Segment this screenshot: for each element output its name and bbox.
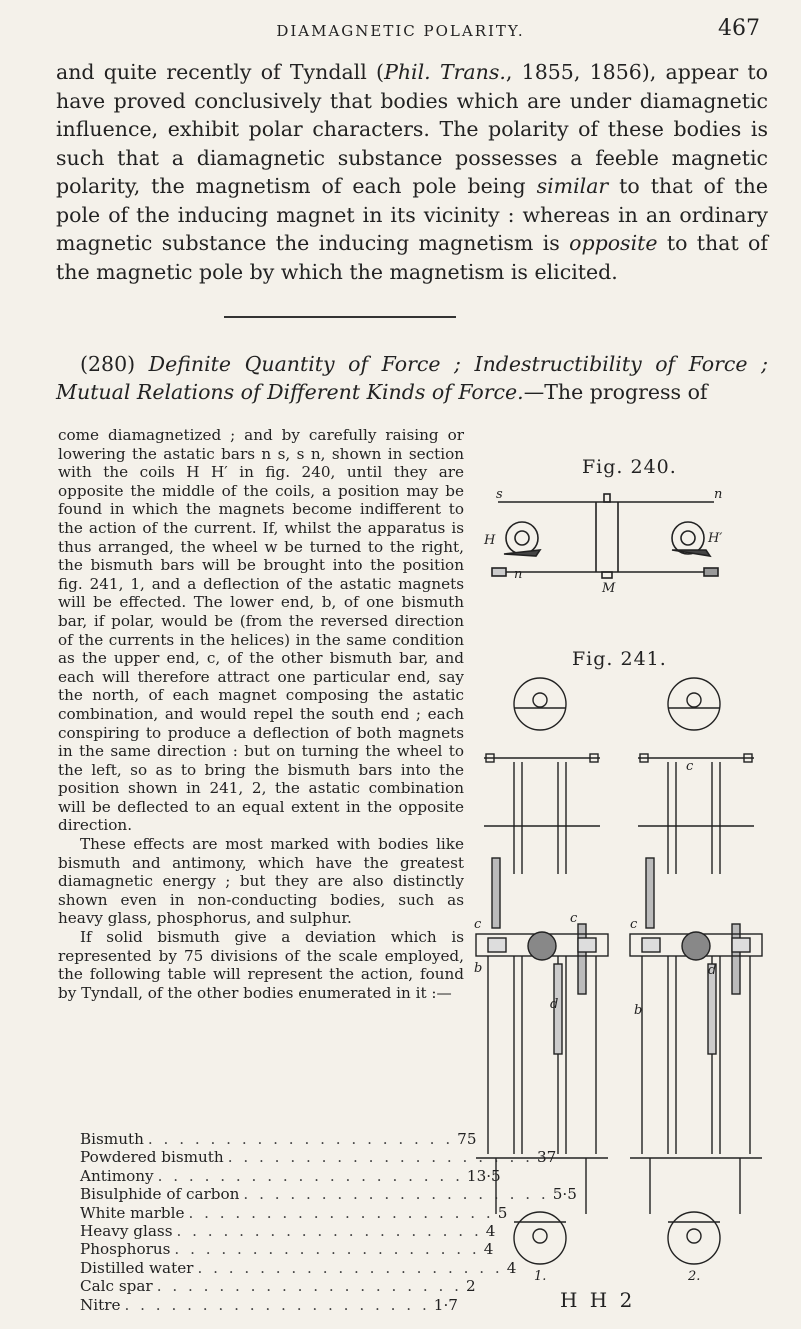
table-row (80, 1130, 477, 1148)
deflection-value: 13·5 (466, 1166, 501, 1185)
fig241-label-a: c (630, 917, 638, 932)
fig241-label-b: b (474, 961, 483, 976)
section-title: Definite Quantity of Force ; Indestructibility of Force ; Mutual Relations of Different Kinds of Force. (56, 352, 768, 404)
deflection-value: 5·5 (552, 1185, 577, 1204)
table-row (80, 1258, 517, 1277)
table-row (80, 1185, 577, 1204)
leader-dots: . . . . . . . . . . . . . . . . . . . . (147, 1130, 454, 1148)
fig241-label-1: 1. (534, 1269, 547, 1284)
table-row (80, 1203, 508, 1222)
leader-dots: . . . . . . . . . . . . . . . . . . . . (197, 1258, 503, 1277)
fig240-label-n-bottom: n (514, 567, 523, 582)
leader-dots: . . . . . . . . . . . . . . . . . . . . (156, 1277, 462, 1296)
fig-240-label: Fig. 240. (582, 456, 677, 478)
fig240-label-s: s (496, 487, 503, 502)
citation: Phil. Trans. (384, 60, 506, 84)
section-heading: (280) Definite Quantity of Force ; Indestructibility of Force ; Mutual Relations of Different Kinds of Force.—The progress of (56, 352, 768, 404)
fig240-label-M: M (602, 581, 616, 596)
substance-name: Antimony (80, 1166, 154, 1185)
section-divider (224, 316, 456, 318)
fig241-label-2: 2. (688, 1269, 701, 1284)
leader-dots: . . . . . . . . . . . . . . . . . . . . (174, 1240, 480, 1259)
intro-paragraph: and quite recently of Tyndall (Phil. Trans., 1855, 1856), appear to have proved conclusively that bodies which are under diamagnetic influence, exhibit polar characters. The polarity of these bodies is such that a diamagnetic substance possesses a feeble magnetic polarity, the magnetism of each pole being similar to that of the pole of the inducing magnet in its vicinity : whereas in an ordinary magnetic substance the inducing magnetism is opposite to that of the magnetic pole by which the magnetism is elicited. (56, 60, 769, 284)
fig241-label-c: c (474, 917, 482, 932)
deflection-value: 75 (457, 1130, 477, 1148)
fig-240-diagram (478, 488, 738, 600)
table-row (80, 1222, 496, 1241)
substance-name: Bismuth (80, 1130, 144, 1148)
body-paragraph: come diamagnetized ; and by carefully raising or lowering the astatic bars n s, s n, shown in section with the coils H H′ in fig. 240, until they are opposite the middle of the coils, a position may be found in which the magnets become indifferent to the action of the current. If, whilst the apparatus is thus arranged, the wheel w be turned to the right, the bismuth bars will be brought into the position fig. 241, 1, and a deflection of the astatic magnets will be effected. The lower end, b, of one bismuth bar, if polar, would be (from the reversed direction of the currents in the helices) in the same condition as the upper end, c, of the other bismuth bar, and each will therefore attract one particular end, say the north, of each magnet composing the astatic combination, and would repel the south end ; each conspiring to produce a deflection of both magnets in the same direction : but on turning the wheel to the left, so as to bring the bismuth bars into the position shown in 241, 2, the astatic combination will be deflected to an equal extent in the opposite direction. (58, 426, 464, 835)
page-number: 467 (718, 16, 760, 41)
substance-name: Powdered bismuth (80, 1148, 224, 1167)
running-title: DIAMAGNETIC POLARITY. (276, 22, 525, 40)
body-column (58, 426, 464, 1002)
fig-241-label: Fig. 241. (572, 648, 667, 670)
fig-241-diagram (470, 674, 770, 1286)
section-number: (280) (80, 352, 136, 376)
deflection-value: 4 (506, 1258, 517, 1277)
table-row (80, 1240, 494, 1259)
substance-name: Nitre (80, 1295, 121, 1314)
substance-name: Bisulphide of carbon (80, 1185, 240, 1204)
substance-name: Calc spar (80, 1277, 153, 1296)
diamagnetic-table (80, 1130, 577, 1314)
deflection-value: 4 (483, 1240, 494, 1259)
leader-dots: . . . . . . . . . . . . . . . . . . . . (157, 1166, 463, 1185)
substance-name: Heavy glass (80, 1222, 173, 1241)
printer-signature: H H 2 (560, 1288, 636, 1312)
deflection-value: 2 (465, 1277, 476, 1296)
substance-name: Phosphorus (80, 1240, 171, 1259)
leader-dots: . . . . . . . . . . . . . . . . . . . . (243, 1185, 549, 1204)
body-paragraph: If solid bismuth give a deviation which is represented by 75 divisions of the scale employed, the following table will represent the action, found by Tyndall, of the other bodies enumerated in it :— (58, 928, 464, 1002)
fig240-label-n-top: n (714, 487, 723, 502)
leader-dots: . . . . . . . . . . . . . . . . . . . . (188, 1203, 494, 1222)
fig241-label-d: d (550, 997, 559, 1012)
fig240-label-H: H (484, 533, 496, 548)
table-row (80, 1148, 557, 1167)
leader-dots: . . . . . . . . . . . . . . . . . . . . (124, 1295, 430, 1314)
deflection-value: 37 (536, 1148, 557, 1167)
fig241-label-c: c (686, 759, 694, 774)
substance-name: Distilled water (80, 1258, 194, 1277)
leader-dots: . . . . . . . . . . . . . . . . . . . . (176, 1222, 482, 1241)
deflection-value: 5 (497, 1203, 508, 1222)
body-paragraph: These effects are most marked with bodies like bismuth and antimony, which have the greatest diamagnetic energy ; but they are also distinctly shown even in non-conducting bodies, such as heavy glass, phosphorus, and sulphur. (58, 835, 464, 928)
deflection-value: 4 (485, 1222, 496, 1241)
deflection-value: 1·7 (433, 1295, 458, 1314)
table-row (80, 1166, 501, 1185)
fig240-label-H-prime: H′ (708, 531, 723, 546)
table-row (80, 1277, 476, 1296)
fig241-label-d: d (708, 963, 717, 978)
fig241-label-b: b (634, 1003, 643, 1018)
leader-dots: . . . . . . . . . . . . . . . . . . . . (227, 1148, 533, 1167)
fig241-label-c: c (570, 911, 578, 926)
substance-name: White marble (80, 1203, 185, 1222)
table-row (80, 1296, 460, 1314)
